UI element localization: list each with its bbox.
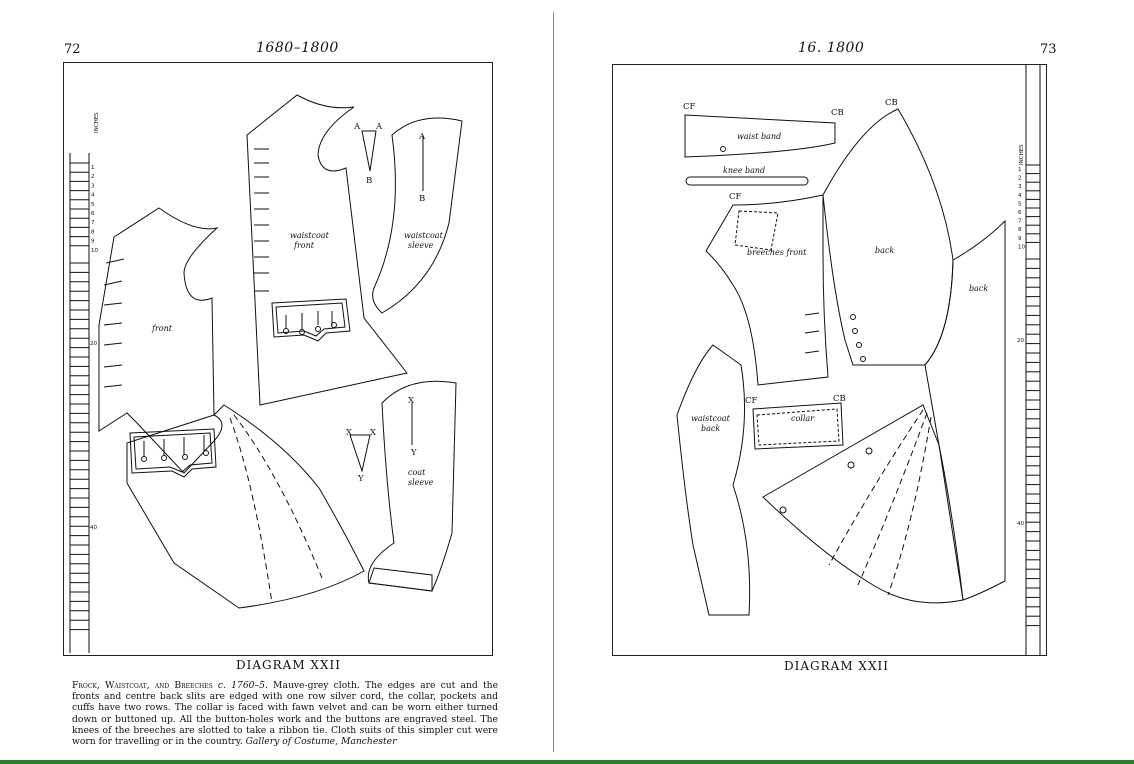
letter-cf-waist: CF [683,102,696,112]
right-diagram-frame [612,64,1047,656]
right-ruler-label: 9 [1018,235,1022,242]
right-ruler-unit: INCHES [1019,144,1025,165]
right-ruler-label: 5 [1018,201,1022,208]
letter-a2: A [376,122,383,132]
left-ruler-label: 5 [91,201,95,208]
waistcoat-front-piece [247,95,407,405]
waistcoat-front-buttonholes [254,149,269,291]
letter-cb-waist: CB [831,108,844,118]
right-ruler-label: 2 [1018,175,1022,182]
waistcoat-sleeve-piece [373,118,462,313]
waistcoat-back-piece [677,345,750,615]
letter-b2: B [419,194,426,204]
label-waistcoat-front-2: front [294,241,314,250]
left-ruler-unit: INCHES [94,112,100,133]
left-caption [72,680,498,747]
letter-cf-collar: CF [745,396,758,406]
left-ruler [70,153,89,653]
label-waistcoat-back-1: waistcoat [691,414,730,423]
breeches-front-piece [706,195,828,385]
left-ruler-label: 7 [91,220,95,227]
letter-cb-back: CB [885,98,898,108]
right-ruler-label: 6 [1018,210,1022,216]
right-page-number: 73 [1040,42,1057,57]
left-ruler-mark-40: 40 [90,525,97,531]
label-back-right: back [969,284,989,293]
right-ruler-label: 7 [1018,218,1022,225]
page-gutter [553,12,554,752]
bottom-accent-bar [0,760,1134,764]
label-coat-sleeve-1: coat [408,468,426,477]
caption-lead: Frock, Waistcoat, and Breeches [72,680,213,691]
letter-a1: A [354,122,361,132]
letter-x2: X [370,428,377,438]
letter-a3: A [419,132,426,142]
left-ruler-label: 8 [91,229,95,236]
letter-b1: B [366,176,373,186]
letter-cb-collar: CB [833,394,846,404]
label-waistcoat-sleeve-1: waistcoat [404,231,443,240]
left-ruler-label: 10 [91,247,98,254]
left-ruler-label: 2 [91,174,95,181]
right-ruler-label: 3 [1018,184,1022,191]
caption-source: Gallery of Costume, Manchester [245,736,397,748]
letter-cf-breeches: CF [729,192,742,202]
left-ruler-label: 1 [91,165,95,171]
letter-x3: X [408,396,415,406]
label-coat-sleeve-2: sleeve [408,478,434,487]
right-ruler-label: 1 [1018,167,1022,173]
label-front: front [152,324,172,333]
right-ruler-mark-40: 40 [1017,521,1024,527]
left-page-number: 72 [64,42,81,57]
right-ruler-label: 8 [1018,227,1022,234]
caption-date: c. 1760–5. [217,680,268,691]
label-collar: collar [791,414,815,423]
label-waistcoat-front-1: waistcoat [290,231,329,240]
letter-y1: Y [358,474,364,484]
label-knee-band: knee band [723,166,766,175]
right-ruler-mark-20: 20 [1017,338,1024,344]
knee-band-piece [686,177,808,185]
left-diagram-title: DIAGRAM XXII [236,658,341,672]
label-back-upper: back [875,246,895,255]
label-waistcoat-back-2: back [701,424,721,433]
right-ruler-label: 10 [1018,244,1025,251]
left-diagram-frame [63,62,493,656]
right-diagram-title: DIAGRAM XXII [784,659,889,673]
right-running-head: 16. 1800 [798,40,865,56]
back-piece-right [925,221,1005,600]
caption-text: Mauve-grey cloth. The edges are cut and the fronts and centre back slits are edged with one row silver cord, the collar, pockets and cuffs have two rows. The collar is faced with fawn velvet and can be worn either turned down or buttoned up. All the button-holes work and the buttons are engraved steel. The knees of the breeches are slotted to take a ribbon tie. Cloth suits of this simpler cut were worn for travelling or in the country. [72,680,499,748]
dart-ab [362,131,376,171]
right-ruler-label: 4 [1018,192,1022,199]
label-breeches-front: breeches front [747,248,807,257]
left-ruler-label: 3 [91,183,95,190]
left-pattern-drawing [64,63,492,655]
letter-x1: X [346,428,353,438]
label-waistcoat-sleeve-2: sleeve [408,241,434,250]
left-ruler-mark-20: 20 [90,341,97,347]
right-pattern-drawing [613,65,1046,655]
dart-xy [350,435,370,471]
left-ruler-label: 9 [91,238,95,245]
back-piece-upper [823,109,953,365]
left-running-head: 1680–1800 [256,40,339,56]
left-ruler-label: 6 [91,211,95,217]
letter-y2: Y [411,448,417,458]
left-ruler-label: 4 [91,192,95,199]
label-waist-band: waist band [737,132,782,141]
right-ruler [1026,65,1040,655]
